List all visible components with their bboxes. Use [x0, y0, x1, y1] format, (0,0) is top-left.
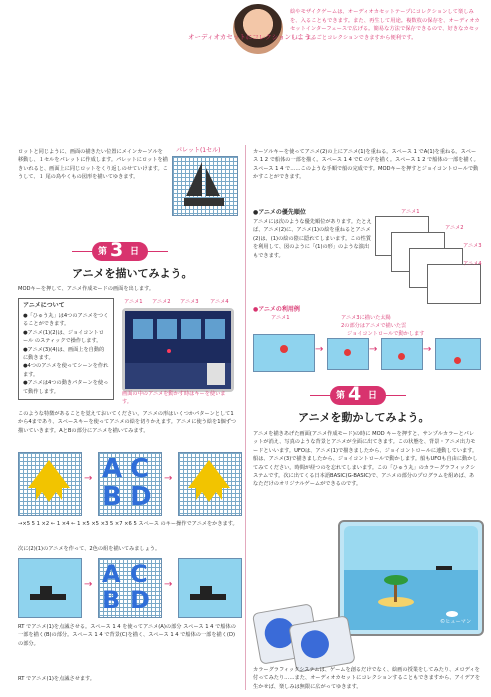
intro-text: ロットと同じように、画面の描きたい位置にメインカーソルを移動し、１セルをパレットに作成します。パレットにロットを描きいれると、画面上に同じロットをくり返しのせていけます。こうして、１ 尾の鳥やくもの図形を描いてゆきます。: [18, 149, 168, 181]
example-label: 2の部分はアニメで描いた雲: [341, 323, 407, 329]
example-scene-3: [381, 338, 423, 370]
arrow: →: [369, 344, 378, 355]
arrow: →: [315, 344, 324, 355]
layer-diagram: [375, 208, 483, 304]
example-label: アニメ3に描いた太陽: [341, 315, 391, 321]
priority-title: ●アニメの優先順位: [253, 209, 306, 216]
joystick-controller: [288, 615, 355, 673]
day3-suffix: 日: [130, 247, 140, 257]
glyph-a: A: [102, 454, 123, 484]
arrow: →: [164, 579, 173, 590]
ship-result-icon: [178, 558, 240, 616]
ufo-figure: [18, 452, 240, 518]
day4-suffix: 日: [368, 391, 378, 401]
glyph-a: A: [102, 560, 121, 588]
anime-bullet: ●「ひゅう丸」は4つのアニメをつくることができます。: [23, 313, 109, 328]
example-scene-4: [435, 338, 481, 370]
anime-bullet-list: [23, 312, 109, 396]
arrow: →: [164, 473, 173, 484]
anime-bullet: ●アニメ(1)(2)は、ジョイコントロール のスティックで操作します。: [23, 329, 104, 345]
explain-text: このような特徴があることを覚えておいてください。アニメの形はいくつかパターンとして1から4まであり、スペースキーを使ってアニメの絵を切りかえます。アニメに使う絵を1個ずつ描いていきます。AとBの部分にアニメを描いてみます。: [18, 411, 237, 434]
ship-figure: [18, 558, 240, 620]
glyph-b: B: [102, 586, 121, 614]
ufo-result-icon: [178, 452, 240, 514]
tv-figure: [256, 520, 484, 668]
example-label: ジョイコントロールで動かします: [347, 331, 425, 337]
day4-badge: [310, 382, 406, 408]
anime-screen-figure: [118, 298, 238, 408]
sun-icon: [280, 345, 288, 353]
ship-icon: [18, 558, 80, 616]
key-sequence: →×5 5 1 ×2 ← 1 ×4 ← 1 ×5 ×5 ×3 5 ×7 ×6 5 スペース のキー操作でアニメをかきます。: [18, 521, 238, 527]
example-scene-1: [253, 334, 315, 372]
anime-screen-icon: [125, 311, 231, 389]
priority-text: アニメには次のような優先順位があります。たとえば、アニメ(2)に、アニメ(1)の絵を重ねるとアニメ(2)は、(1)の絵の陰に隠れてしまいます。この性質を利用して、図のように「(1)の形」のような演出もできます。: [253, 219, 372, 259]
controls-text: RT でアニメ(1)を点滅させる。スペース 1 4 を使ってアニメ(A)の部分 スペース 1 4 で船体の一部を描く(B)の部分。スペース 1 4 で背景(C)を描く、スペース 1 4 で船体の一部を描く(D)の部分。: [18, 624, 236, 647]
glyph-c: C: [130, 454, 150, 484]
layer-label-3: アニメ3: [463, 243, 482, 249]
sun-icon: [344, 349, 351, 356]
day3-title: アニメを描いてみよう。: [72, 267, 193, 280]
ufo-icon: [18, 452, 80, 514]
screen-note: 画面の中のアニメを動かす時はキーを使います。: [122, 391, 226, 406]
tv-set: [338, 520, 484, 636]
sun-icon: [398, 353, 405, 360]
arrow: →: [84, 473, 93, 484]
layer-4: [427, 264, 481, 304]
anime-bullet: ●4つのアニメを使ってシーンを作れます。: [23, 363, 109, 378]
sequence2-text: 次に(2)(1)のアニメを作って、2色の組を描いてみましょう。: [18, 546, 161, 552]
rt-text: RT でアニメ(1)を点滅させます。: [18, 676, 95, 682]
layer-label-2: アニメ2: [445, 225, 464, 231]
day4-number: 4: [348, 383, 362, 405]
bottom-text: カラーグラフィックシステムは、ゲームを創るだけでなく、絵画の授業をしてみたり、メロディを付ってみたり……また、オーディオカセットにコレクションすることもできますから、アイデアを生かせば、楽しみは無限に広がってゆきます。: [253, 667, 481, 690]
sun-icon: [454, 357, 461, 364]
anime-box-title: アニメについて: [23, 302, 65, 309]
header-caption: オーディオカセットにコレクションしよう。: [188, 33, 318, 41]
day3-number: 3: [110, 239, 124, 261]
day3-prefix: 第: [98, 247, 108, 257]
day4-title: アニメを動かしてみよう。: [298, 411, 430, 424]
header-text: 絵やモザイクゲームは、オーディオカセットテープにコレクションして楽しみを、入ることもできます。また、再生して用途。複数枚の保存を、オーディオカセットインターフェースで広げる。簡易な方法で保存できるので、好きなカセットに、まるごとコレクションできますから便利です。: [290, 9, 480, 41]
anime-label-1: アニメ1: [124, 299, 143, 305]
example-figure: [253, 314, 483, 374]
tv-caption: ©ヒューマン: [440, 619, 472, 625]
example-title: ●アニメの利用例: [253, 306, 300, 313]
anime-label-4: アニメ4: [210, 299, 229, 305]
day4-text: アニメを描きあげた画面(アニメ作成モード)の時に MOD キーを押すと、サンプルカラーとパレットが消え、写真のような背景とアニメが全面に出てきます。この状態を、背景・アニメ出力モードといいます。UFOは、アニメ(1)で描きましたから、ジョイコントロールに連動しています。船は、アニメ(3)で描きましたから、ジョイコントロールで動かします。船もUFOも自由に動かしてみてください。時間が経つのを忘れてしまいます。この「ひゅう丸」のカラーグラフィックシステムです。次に出てくる日本語BASIC(G-BASIC)で、アニメの部分のプログラムを組めば、あなただけのオリジナルゲームができるのです。: [253, 431, 478, 488]
example-label: アニメ1: [271, 315, 290, 321]
glyph-b: B: [102, 482, 122, 512]
palette-figure: [172, 146, 240, 216]
day3-badge: [72, 238, 168, 264]
arrow: →: [84, 579, 93, 590]
day4-prefix: 第: [336, 391, 346, 401]
anime-label-3: アニメ3: [180, 299, 199, 305]
anime-bullet: ●アニメは4つの動きパターンを使って動作します。: [23, 380, 109, 395]
layer-label-1: アニメ1: [401, 209, 420, 215]
arrow: →: [423, 344, 432, 355]
child-photo: [233, 4, 283, 54]
glyph-d: D: [130, 482, 152, 512]
anime-bullet: ●アニメ(3)(4)は、画面上を自動的に動きます。: [23, 346, 105, 362]
joystick-pad-icon: [299, 628, 331, 660]
sailboat-icon: [172, 156, 236, 214]
glyph-d: D: [130, 586, 150, 614]
anime-label-2: アニメ2: [152, 299, 171, 305]
right-top-text: カーソルキーを使ってアニメ(2)の上にアニメ(1)を重ねる。スペース 1 でA(1)を重ねる。スペース 1 2 で船体の一部を描く。スペース 1 4 でC の字を描く。スペース 1 2 で船体の一部を描く。スペース 1 4 で……このような手順で船の完成です。MODキーを押すとジョイコントロールで動かすことができます。: [253, 149, 479, 181]
layer-label-4: アニメ4: [463, 261, 482, 267]
tv-screen: [122, 308, 234, 392]
anime-info-box: [18, 298, 114, 400]
glyph-c: C: [130, 560, 148, 588]
mod-line: MODキーを押して、アニメ作成モードの画面を出します。: [18, 286, 155, 292]
palette-label: パレット(1セル): [176, 147, 221, 154]
example-scene-2: [327, 338, 369, 370]
column-divider: [245, 145, 246, 690]
